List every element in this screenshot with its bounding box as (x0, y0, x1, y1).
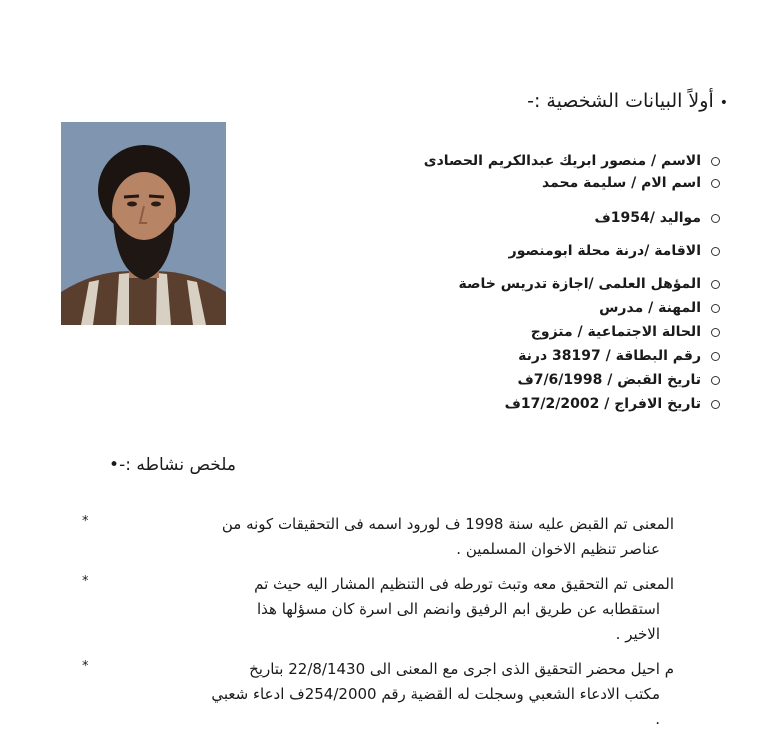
summary-line: عناصر تنظيم الاخوان المسلمين . (456, 540, 660, 558)
summary-line: استقطابه عن طريق ابم الرفيق وانضم الى اسرة كان مسؤلها هذا (256, 600, 660, 618)
field-qualification: المؤهل العلمى /اجازة تدريس خاصة (458, 276, 720, 292)
summary-line: مكتب الادعاء الشعبي وسجلت له القضية رقم 254/2000ف ادعاء شعبي (211, 685, 660, 703)
circle-bullet-icon (711, 352, 720, 361)
field-id-card: رقم البطاقة / 38197 درنة (518, 348, 720, 364)
asterisk-bullet-icon: * (82, 574, 89, 589)
field-birth: مواليد /1954ف (594, 210, 720, 226)
field-release-date: تاريخ الافراج / 17/2/2002ف (505, 396, 720, 412)
summary-item (84, 657, 674, 732)
circle-bullet-icon (711, 304, 720, 313)
field-name: الاسم / منصور ابريك عبدالكريم الحصادى (424, 153, 720, 169)
summary-line: . (655, 710, 660, 728)
activity-summary-list (84, 512, 674, 742)
circle-bullet-icon (711, 179, 720, 188)
circle-bullet-icon (711, 400, 720, 409)
circle-bullet-icon (711, 157, 720, 166)
heading-text: أولاً البيانات الشخصية :- (527, 90, 714, 112)
field-residence: الاقامة /درنة محلة ابومنصور (509, 243, 720, 259)
summary-line: المعنى تم القبض عليه سنة 1998 ف لورود اسمه فى التحقيقات كونه من (221, 515, 674, 533)
summary-item (84, 512, 674, 562)
circle-bullet-icon (711, 247, 720, 256)
summary-line: م احيل محضر التحقيق الذى اجرى مع المعنى الى 22/8/1430 بتاريخ (249, 660, 674, 678)
asterisk-bullet-icon: * (82, 514, 89, 529)
field-profession: المهنة / مدرس (599, 300, 720, 316)
heading-bullet: • (719, 95, 728, 111)
person-photo (61, 122, 226, 325)
circle-bullet-icon (711, 328, 720, 337)
circle-bullet-icon (711, 376, 720, 385)
circle-bullet-icon (711, 214, 720, 223)
summary-line: الاخير . (615, 625, 660, 643)
field-arrest-date: تاريخ القبض / 7/6/1998ف (517, 372, 720, 388)
field-mother-name: اسم الام / سليمة محمد (542, 175, 720, 191)
summary-line: المعنى تم التحقيق معه وتبث تورطه فى التنظيم المشار اليه حيث تم (254, 575, 674, 593)
field-marital-status: الحالة الاجتماعية / متزوج (531, 324, 720, 340)
circle-bullet-icon (711, 280, 720, 289)
summary-heading: ملخص نشاطه :-• (109, 455, 236, 475)
asterisk-bullet-icon: * (82, 659, 89, 674)
summary-item (84, 572, 674, 647)
section-heading (527, 90, 728, 112)
